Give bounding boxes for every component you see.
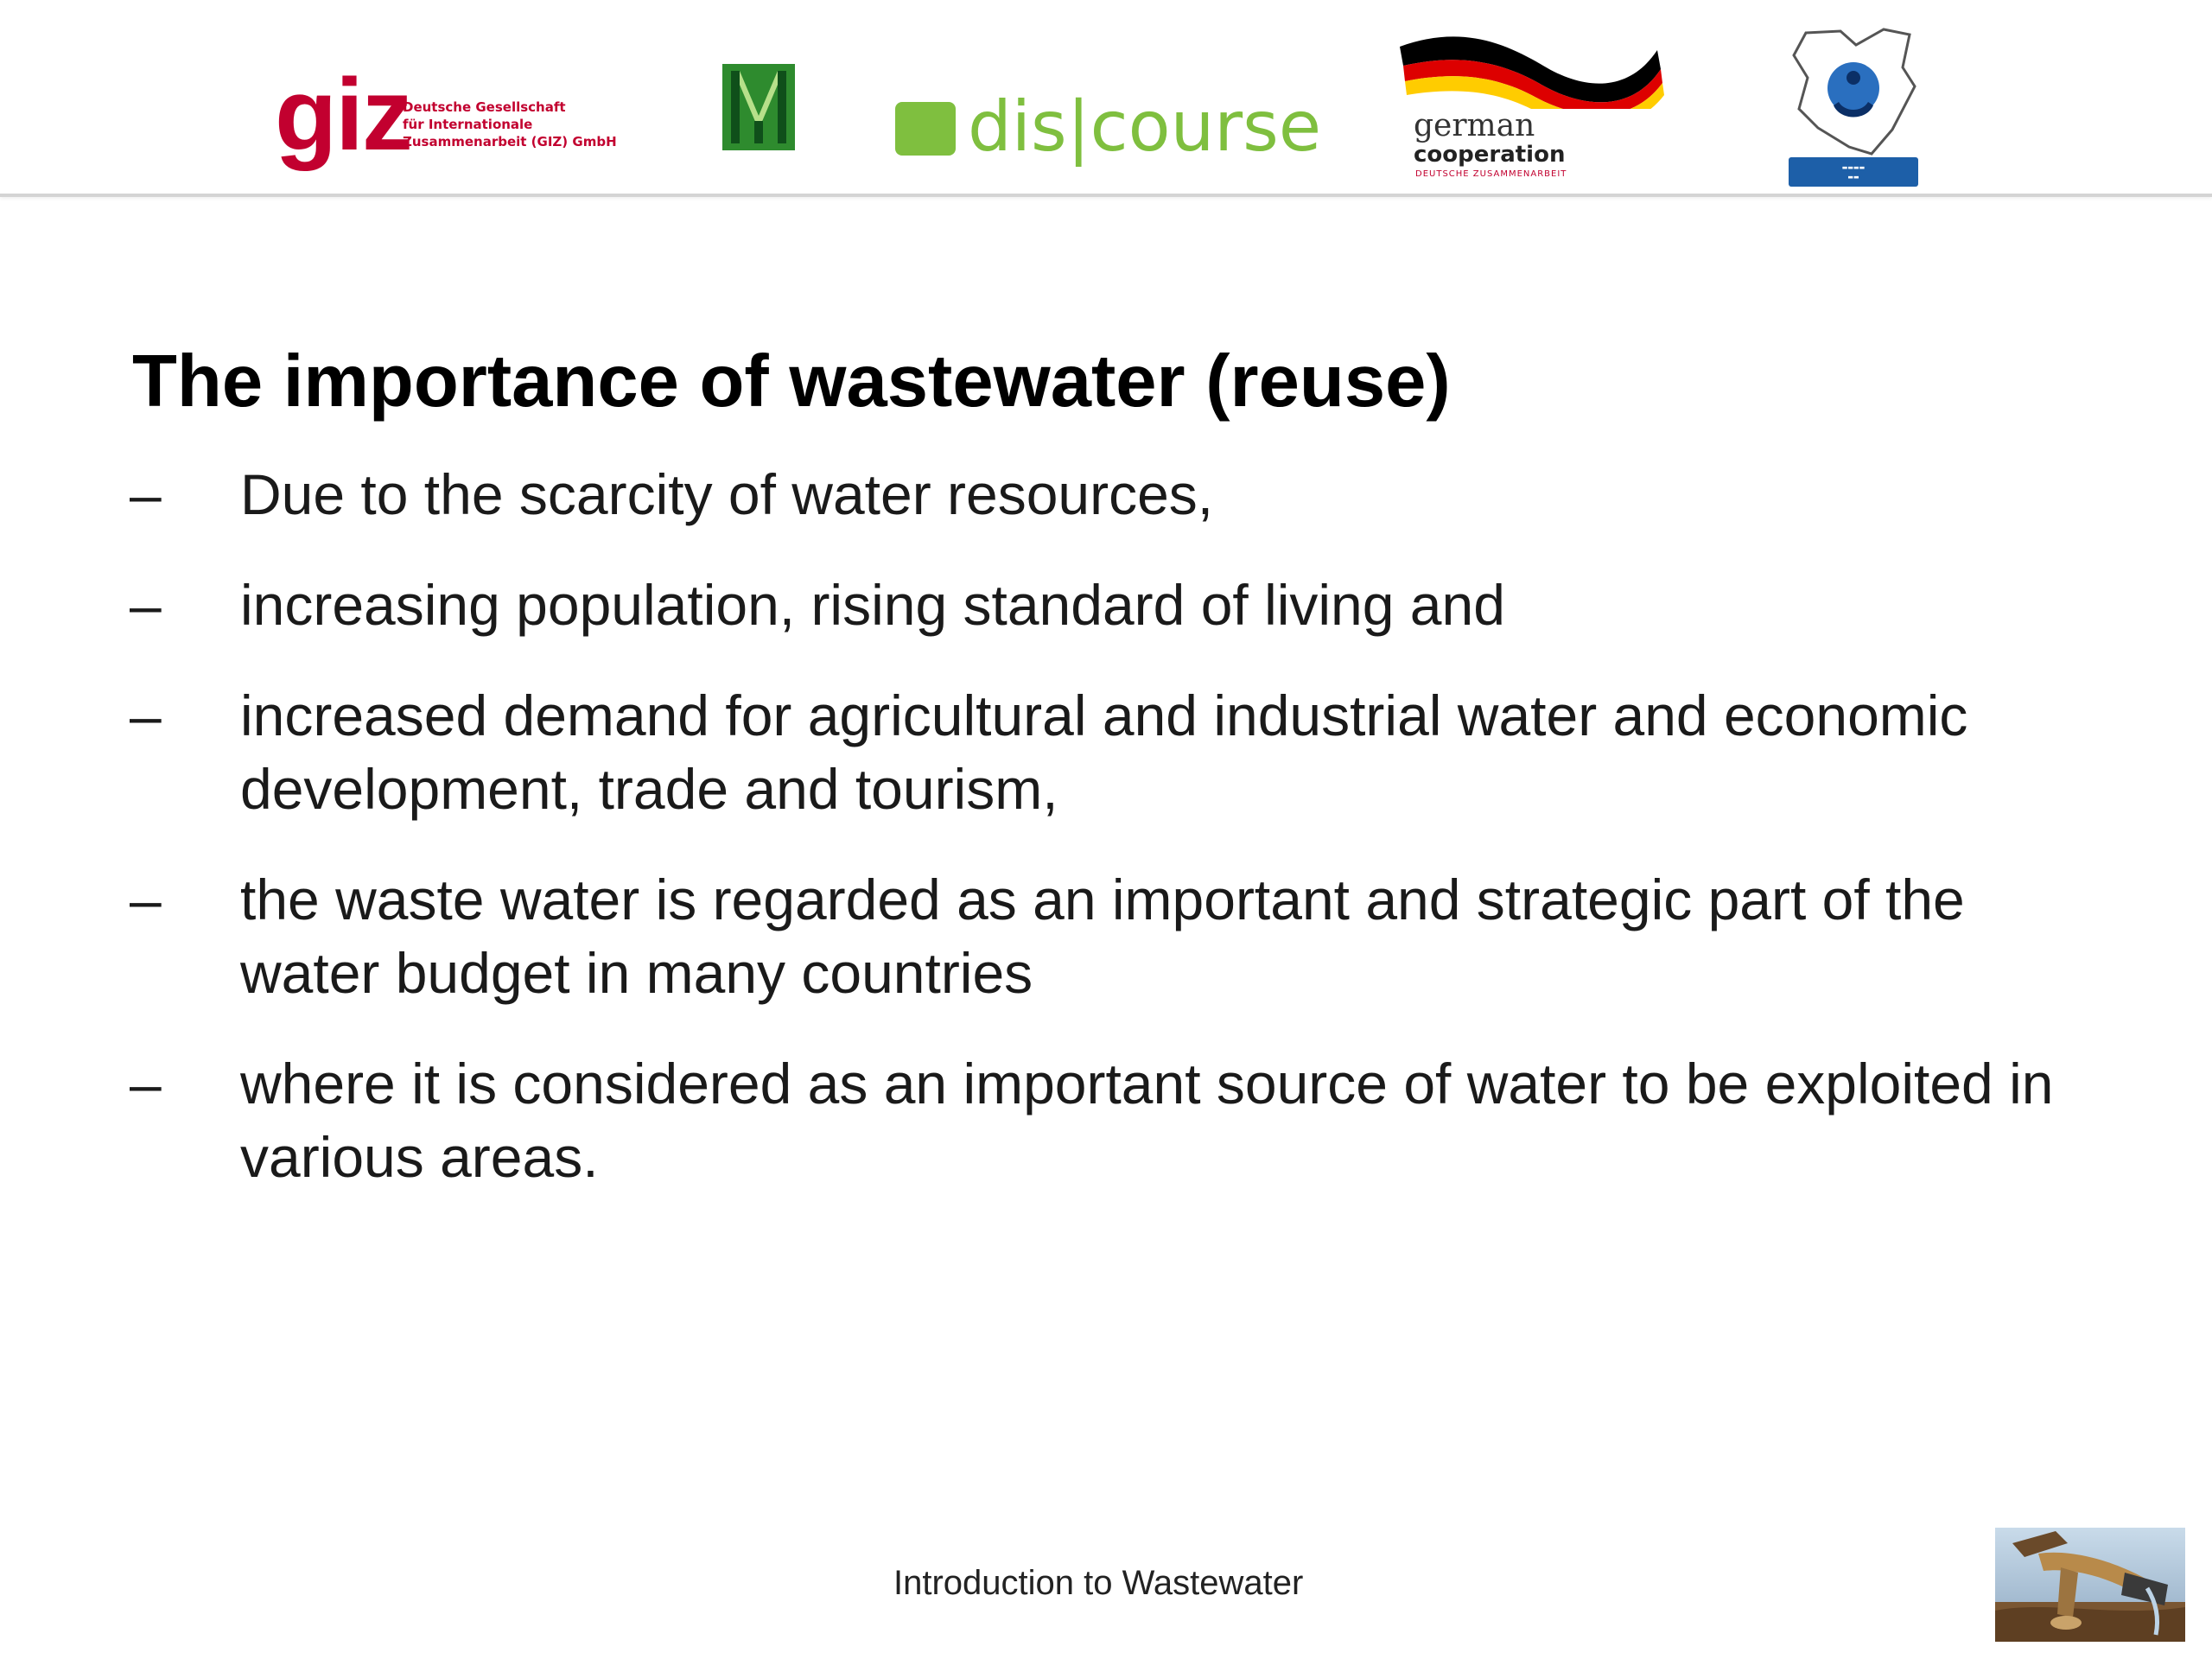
crest-banner: ▬▬▬▬ ▬▬ xyxy=(1789,157,1918,187)
german-cooperation-line1: german xyxy=(1414,108,1535,143)
bullet-item xyxy=(130,1047,2117,1194)
m-emblem-logo xyxy=(722,64,795,150)
bullet-dash: – xyxy=(130,462,162,526)
discourse-logo-text: dis|course xyxy=(968,86,1322,167)
german-cooperation-line2: cooperation xyxy=(1414,142,1566,168)
bullet-text: increasing population, rising standard of living and xyxy=(240,573,1505,637)
bullet-text: where it is considered as an important source of water to be exploited in various areas. xyxy=(240,1052,2054,1189)
discourse-square-icon xyxy=(895,102,956,156)
bullet-list xyxy=(130,458,2117,1231)
bullet-text: increased demand for agricultural and industrial water and economic development, trade and tourism, xyxy=(240,683,1968,821)
water-tap-thumbnail xyxy=(1995,1528,2185,1642)
kenya-crest-logo xyxy=(1789,26,1918,190)
bullet-text: Due to the scarcity of water resources, xyxy=(240,462,1214,526)
slide-title: The importance of wastewater (reuse) xyxy=(132,340,1451,423)
bullet-dash: – xyxy=(130,868,162,931)
bullet-item xyxy=(130,863,2117,1010)
bullet-item xyxy=(130,679,2117,826)
logo-banner xyxy=(0,0,2212,197)
footer-text: Introduction to Wastewater xyxy=(893,1564,1304,1602)
giz-logo-mark: giz xyxy=(275,58,411,172)
bullet-dash: – xyxy=(130,683,162,747)
german-flag-ribbon-icon xyxy=(1396,31,1673,109)
bullet-item xyxy=(130,569,2117,642)
german-cooperation-line3: DEUTSCHE ZUSAMMENARBEIT xyxy=(1415,169,1567,179)
bullet-text: the waste water is regarded as an important and strategic part of the water budget in many countries xyxy=(240,868,1965,1005)
german-cooperation-logo xyxy=(1396,31,1673,187)
bullet-dash: – xyxy=(130,573,162,637)
giz-logo-text: Deutsche Gesellschaft für Internationale Zusammenarbeit (GIZ) GmbH xyxy=(403,99,617,149)
bullet-item xyxy=(130,458,2117,531)
kenya-map-icon xyxy=(1789,26,1918,156)
bullet-dash: – xyxy=(130,1052,162,1116)
